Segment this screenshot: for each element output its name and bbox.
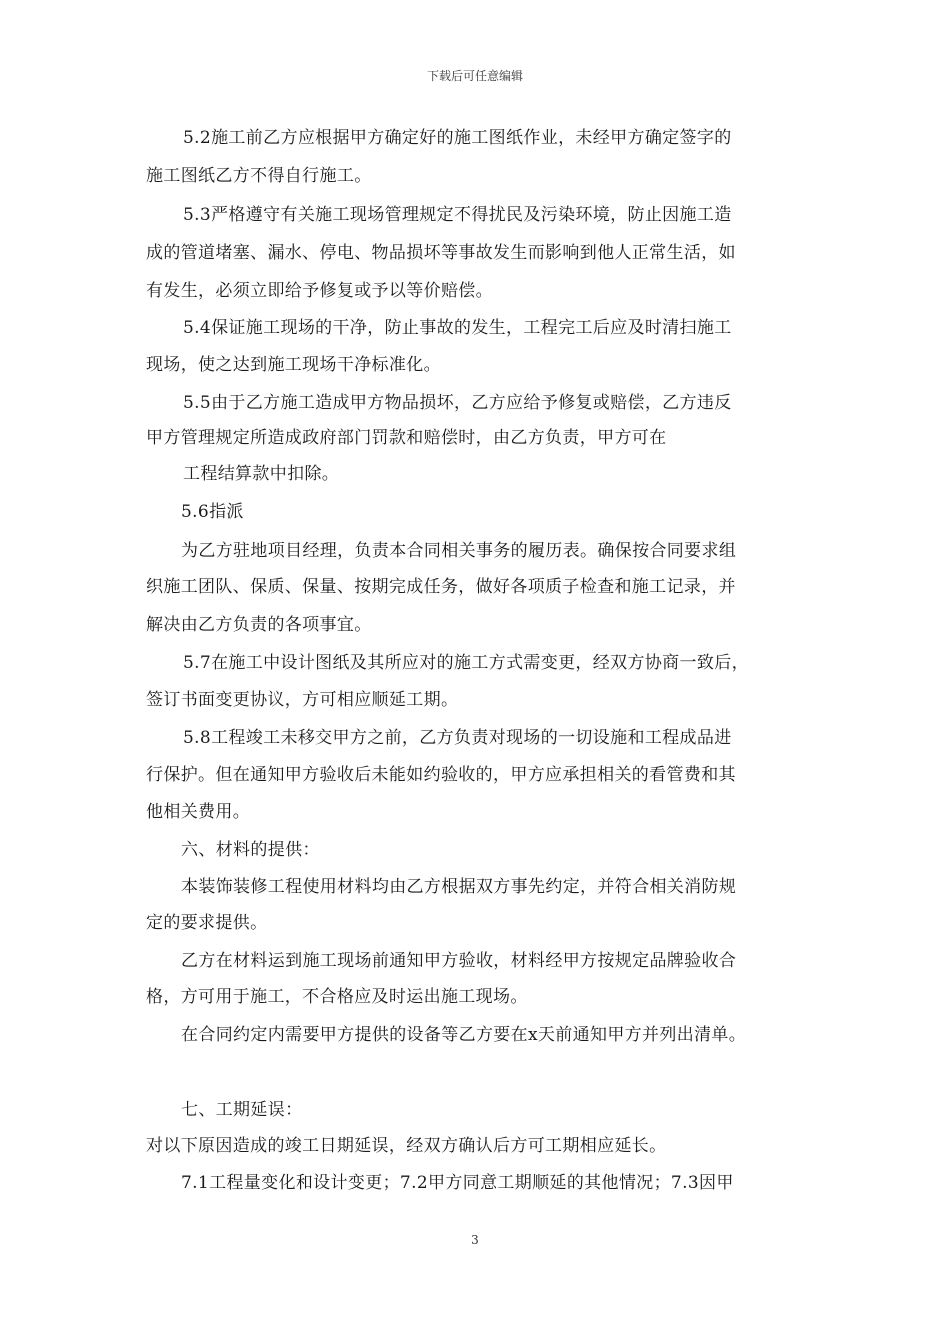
page-header: 下载后可任意编辑 — [426, 69, 523, 83]
text-line: 对以下原因造成的竣工日期延误，经双方确认后方可工期相应延长。 — [146, 1136, 667, 1156]
text-line: 他相关费用。 — [146, 802, 251, 822]
text-line: 织施工团队、保质、保量、按期完成任务，做好各项质子检查和施工记录，并 — [146, 577, 736, 597]
text-line: 5.5由于乙方施工造成甲方物品损坏，乙方应给予修复或赔偿，乙方违反 — [183, 393, 732, 413]
text-line: 施工图纸乙方不得自行施工。 — [146, 166, 372, 186]
text-line: 格，方可用于施工，不合格应及时运出施工现场。 — [146, 987, 528, 1007]
text-line: 签订书面变更协议，方可相应顺延工期。 — [146, 690, 459, 710]
text-line: 甲方管理规定所造成政府部门罚款和赔偿时，由乙方负责，甲方可在 — [146, 428, 667, 448]
text-line: 有发生，必须立即给予修复或予以等价赔偿。 — [146, 281, 493, 301]
text-line: 成的管道堵塞、漏水、停电、物品损坏等事故发生而影响到他人正常生活，如 — [146, 243, 736, 263]
text-line: 工程结算款中扣除。 — [183, 464, 340, 484]
text-line: 5.2施工前乙方应根据甲方确定好的施工图纸作业，未经甲方确定签字的 — [183, 128, 732, 148]
text-line: 乙方在材料运到施工现场前通知甲方验收，材料经甲方按规定品牌验收合 — [181, 951, 737, 971]
text-line: 定的要求提供。 — [146, 913, 268, 933]
text-line: 7.1工程量变化和设计变更；7.2甲方同意工期顺延的其他情况；7.3因甲 — [181, 1173, 734, 1193]
text-line: 为乙方驻地项目经理，负责本合同相关事务的履历表。确保按合同要求组 — [181, 541, 737, 561]
text-line: 行保护。但在通知甲方验收后未能如约验收的，甲方应承担相关的看管费和其 — [146, 765, 736, 785]
text-line: 5.3严格遵守有关施工现场管理规定不得扰民及污染环境，防止因施工造 — [183, 205, 732, 225]
text-line: 现场，使之达到施工现场干净标准化。 — [146, 355, 441, 375]
section-heading: 六、材料的提供： — [181, 840, 320, 860]
text-line: 5.6指派 — [181, 502, 244, 522]
section-heading: 七、工期延误： — [181, 1100, 303, 1120]
text-line: 解决由乙方负责的各项事宜。 — [146, 615, 372, 635]
text-line: 在合同约定内需要甲方提供的设备等乙方要在x天前通知甲方并列出清单。 — [181, 1025, 747, 1045]
text-line: 本装饰装修工程使用材料均由乙方根据双方事先约定，并符合相关消防规 — [181, 877, 737, 897]
page-number: 3 — [471, 1233, 479, 1247]
text-line: 5.7在施工中设计图纸及其所应对的施工方式需变更，经双方协商一致后， — [183, 653, 749, 673]
text-line: 5.4保证施工现场的干净，防止事故的发生，工程完工后应及时清扫施工 — [183, 318, 732, 338]
text-line: 5.8工程竣工未移交甲方之前，乙方负责对现场的一切设施和工程成品进 — [183, 728, 732, 748]
